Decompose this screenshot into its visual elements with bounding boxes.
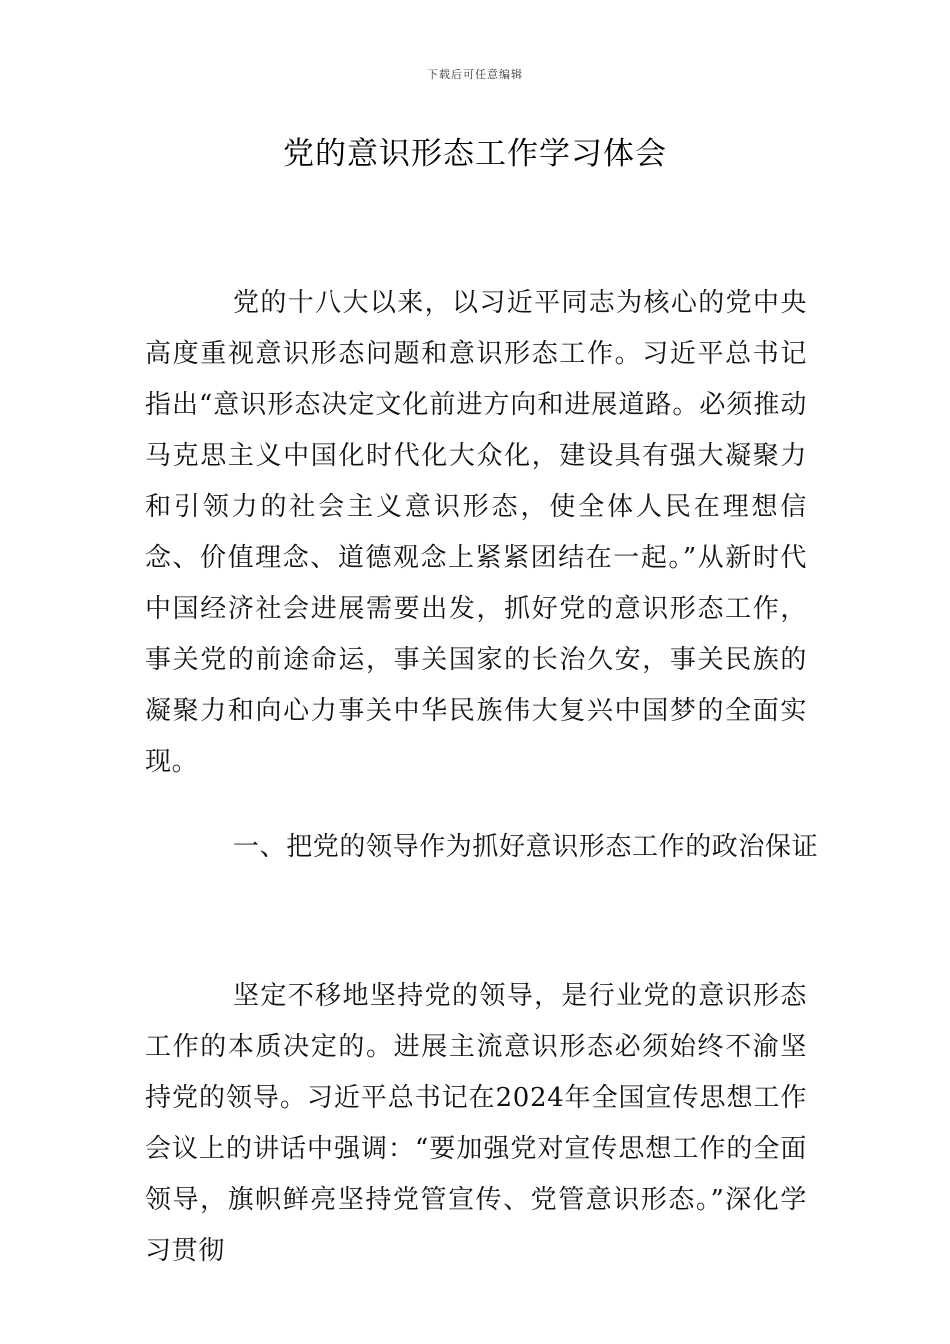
header-note: 下载后可任意编辑 [427,68,523,81]
body-paragraph: 党的十八大以来，以习近平同志为核心的党中央高度重视意识形态问题和意识形态工作。习近平总书记指出“意识形态决定文化前进方向和进展道路。必须推动马克思主义中国化时代化大众化，建设具有强大凝聚力和引领力的社会主义意识形态，使全体人民在理想信念、价值理念、道德观念上紧紧团结在一起。”从新时代中国经济社会进展需要出发，抓好党的意识形态工作，事关党的前途命运，事关国家的长治久安，事关民族的凝聚力和向心力事关中华民族伟大复兴中国梦的全面实现。 [145,288,807,777]
document-title: 党的意识形态工作学习体会 [283,136,667,172]
section-heading: 一、把党的领导作为抓好意识形态工作的政治保证 [233,832,819,862]
body-paragraph: 坚定不移地坚持党的领导，是行业党的意识形态工作的本质决定的。进展主流意识形态必须始终不渝坚持党的领导。习近平总书记在2024年全国宣传思想工作会议上的讲话中强调：“要加强党对宣传思想工作的全面领导，旗帜鲜亮坚持党管宣传、党管意识形态。”深化学习贯彻 [145,981,807,1266]
